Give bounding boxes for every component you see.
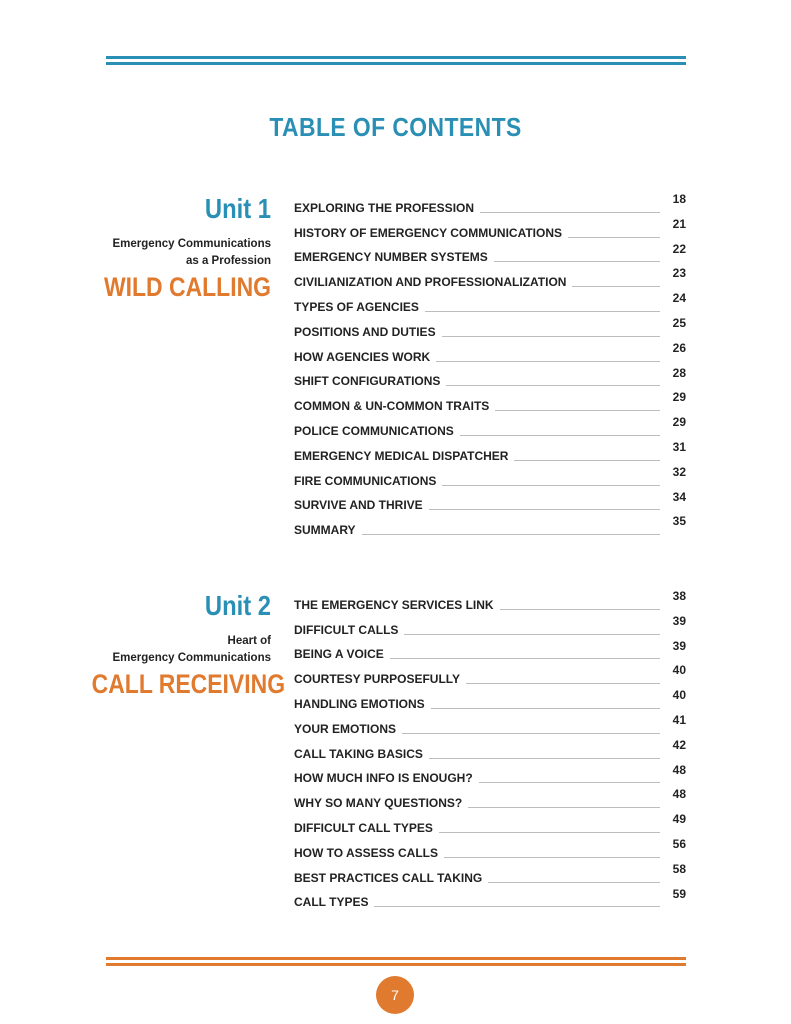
toc-entry-page: 18 [672, 192, 686, 206]
toc-entry-page: 59 [672, 886, 686, 901]
toc-leader-line [425, 310, 660, 312]
toc-entry-label: EMERGENCY NUMBER SYSTEMS [294, 250, 488, 265]
toc-leader-line [468, 806, 660, 808]
toc-entry-label: SHIFT CONFIGURATIONS [294, 374, 441, 389]
toc-entry-label: HANDLING EMOTIONS [294, 696, 425, 711]
unit-1-heading [60, 192, 271, 304]
unit-1-subtitle-line1: Emergency Communications [112, 238, 271, 250]
toc-entry-label: EXPLORING THE PROFESSION [294, 200, 475, 215]
toc-entry[interactable] [294, 316, 686, 341]
toc-entry-page: 38 [672, 589, 686, 603]
toc-entry-page: 40 [672, 663, 686, 678]
unit-1-number: Unit 1 [204, 193, 271, 224]
toc-leader-line [479, 781, 660, 783]
toc-entry[interactable] [294, 738, 686, 763]
toc-entry[interactable] [294, 589, 686, 614]
toc-leader-line [480, 211, 660, 213]
toc-entry-page: 35 [672, 514, 686, 529]
toc-entry-label: SURVIVE AND THRIVE [294, 498, 423, 513]
toc-entry-page: 48 [672, 762, 686, 777]
toc-entry[interactable] [294, 812, 686, 837]
toc-entry[interactable] [294, 217, 686, 242]
unit-2-number: Unit 2 [204, 590, 271, 621]
toc-entry-page: 28 [672, 365, 686, 380]
toc-entry[interactable] [294, 266, 686, 291]
toc-entry-page: 40 [672, 688, 686, 703]
toc-entry-label: CALL TYPES [294, 895, 369, 910]
toc-entry-label: BEST PRACTICES CALL TAKING [294, 870, 483, 885]
toc-entry[interactable] [294, 242, 686, 267]
toc-entry-label: POSITIONS AND DUTIES [294, 324, 436, 339]
toc-entry-page: 34 [672, 489, 686, 504]
toc-entry-page: 25 [672, 315, 686, 330]
toc-entry[interactable] [294, 440, 686, 465]
toc-entry[interactable] [294, 341, 686, 366]
toc-leader-line [390, 657, 660, 659]
toc-leader-line [500, 608, 660, 610]
toc-entry[interactable] [294, 763, 686, 788]
toc-entry-label: CIVILIANIZATION AND PROFESSIONALIZATION [294, 275, 567, 290]
toc-leader-line [572, 285, 660, 287]
toc-leader-line [466, 682, 660, 684]
toc-entry-label: COMMON & UN-COMMON TRAITS [294, 399, 490, 414]
toc-entry-page: 21 [672, 216, 686, 231]
toc-entry[interactable] [294, 713, 686, 738]
unit-1-subtitle-line2: as a Profession [185, 255, 271, 267]
toc-entry-label: HOW AGENCIES WORK [294, 349, 431, 364]
toc-entry[interactable] [294, 887, 686, 912]
toc-entry-page: 29 [672, 415, 686, 430]
bottom-divider [106, 957, 686, 966]
toc-leader-line [514, 459, 660, 461]
toc-entry-label: HISTORY OF EMERGENCY COMMUNICATIONS [294, 225, 563, 240]
unit-2-name: CALL RECEIVING [91, 669, 286, 699]
toc-leader-line [494, 260, 660, 262]
toc-leader-line [444, 856, 660, 858]
toc-leader-line [442, 335, 660, 337]
toc-entry[interactable] [294, 688, 686, 713]
toc-leader-line [488, 881, 660, 883]
toc-entry-page: 29 [672, 390, 686, 405]
toc-leader-line [460, 434, 660, 436]
toc-entry-page: 48 [672, 787, 686, 802]
toc-entry-label: CALL TAKING BASICS [294, 746, 423, 761]
unit-1-name: WILD CALLING [104, 272, 271, 302]
toc-entry-label: YOUR EMOTIONS [294, 721, 397, 736]
toc-entry-label: HOW MUCH INFO IS ENOUGH? [294, 771, 473, 786]
unit-2-subtitle-line2: Emergency Communications [112, 652, 271, 664]
toc-leader-line [495, 409, 660, 411]
toc-entry-label: HOW TO ASSESS CALLS [294, 845, 439, 860]
toc-leader-line [429, 757, 660, 759]
toc-leader-line [374, 905, 660, 907]
toc-entry[interactable] [294, 787, 686, 812]
toc-leader-line [436, 360, 660, 362]
toc-leader-line [439, 831, 660, 833]
toc-entry-label: SUMMARY [294, 523, 356, 538]
unit-2-heading [60, 589, 286, 701]
toc-entry-page: 31 [672, 439, 686, 454]
toc-entry-label: BEING A VOICE [294, 647, 384, 662]
toc-entry-label: POLICE COMMUNICATIONS [294, 423, 454, 438]
toc-entry[interactable] [294, 291, 686, 316]
toc-entry-page: 41 [672, 712, 686, 727]
top-divider [106, 56, 686, 65]
toc-entry[interactable] [294, 390, 686, 415]
toc-entry[interactable] [294, 465, 686, 490]
toc-entry[interactable] [294, 614, 686, 639]
toc-leader-line [568, 236, 660, 238]
toc-entry[interactable] [294, 862, 686, 887]
toc-entry-page: 24 [672, 291, 686, 306]
page-title: TABLE OF CONTENTS [269, 112, 522, 142]
toc-entry-label: EMERGENCY MEDICAL DISPATCHER [294, 448, 509, 463]
unit-2-subtitle-line1: Heart of [227, 635, 271, 647]
toc-entry-page: 22 [672, 241, 686, 256]
toc-entry-label: THE EMERGENCY SERVICES LINK [294, 597, 494, 612]
toc-leader-line [404, 633, 660, 635]
toc-entry-page: 49 [672, 812, 686, 827]
toc-entry-label: WHY SO MANY QUESTIONS? [294, 796, 463, 811]
toc-entry[interactable] [294, 366, 686, 391]
toc-entry-label: DIFFICULT CALL TYPES [294, 820, 433, 835]
toc-entry[interactable] [294, 837, 686, 862]
toc-leader-line [446, 384, 660, 386]
toc-entry[interactable] [294, 415, 686, 440]
toc-leader-line [442, 484, 660, 486]
toc-leader-line [431, 707, 660, 709]
toc-entry-label: COURTESY PURPOSEFULLY [294, 672, 461, 687]
toc-entry-page: 39 [672, 613, 686, 628]
toc-leader-line [362, 533, 660, 535]
toc-entry-page: 58 [672, 861, 686, 876]
toc-entry[interactable] [294, 514, 686, 539]
toc-entry[interactable] [294, 192, 686, 217]
toc-leader-line [429, 508, 660, 510]
toc-entry[interactable] [294, 663, 686, 688]
toc-entry-page: 26 [672, 340, 686, 355]
page-number-badge: 7 [376, 976, 414, 1014]
toc-entry-page: 42 [672, 737, 686, 752]
toc-leader-line [402, 732, 660, 734]
unit-2-toc-list [294, 589, 686, 911]
unit-1-toc-list [294, 192, 686, 539]
toc-entry[interactable] [294, 490, 686, 515]
toc-entry-label: TYPES OF AGENCIES [294, 299, 419, 314]
toc-entry-page: 23 [672, 266, 686, 281]
toc-entry-page: 56 [672, 836, 686, 851]
toc-entry-label: DIFFICULT CALLS [294, 622, 399, 637]
toc-entry-page: 39 [672, 638, 686, 653]
toc-entry[interactable] [294, 639, 686, 664]
toc-entry-label: FIRE COMMUNICATIONS [294, 473, 437, 488]
toc-entry-page: 32 [672, 464, 686, 479]
